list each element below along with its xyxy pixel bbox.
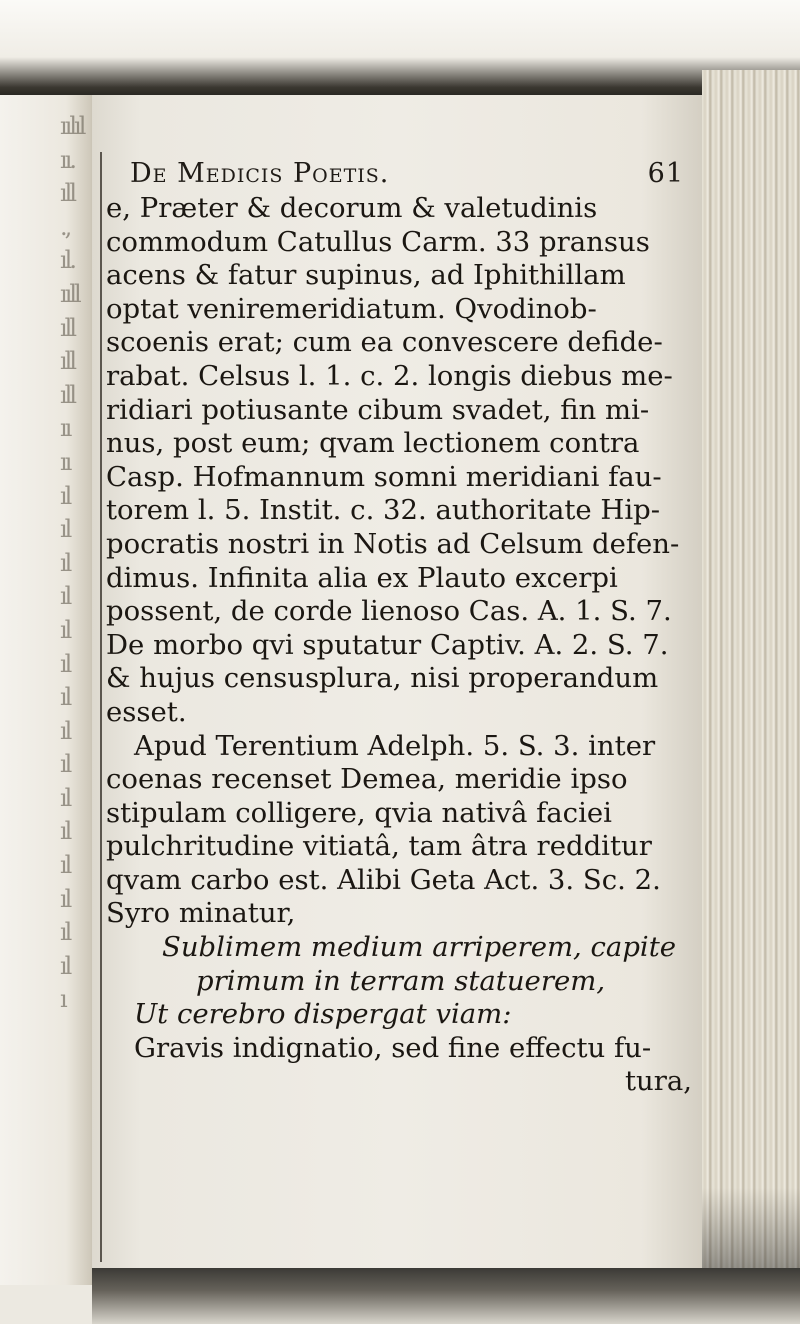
text-line: acens & fatur supinus, ad Iphithillam xyxy=(106,259,626,292)
text-line: e, Præter & decorum & valetudinis xyxy=(106,192,598,224)
text-line: tura, xyxy=(624,1065,692,1098)
running-head xyxy=(130,158,690,192)
bottom-shadow xyxy=(92,1268,800,1324)
text-line: Gravis indignatio, sed fine effectu fu- xyxy=(134,1031,652,1064)
text-line: esset. xyxy=(106,695,187,728)
text-line: Apud Terentium Adelph. 5. S. 3. inter xyxy=(134,729,656,762)
text-line: & hujus censusplura, nisi properandum xyxy=(106,662,659,695)
text-line: possent, de corde lienoso Cas. A. 1. S. 7. xyxy=(106,595,672,628)
text-line: stipulam colligere, qvia nativâ faciei xyxy=(106,796,612,829)
text-line: Casp. Hofmannum somni meridiani fau- xyxy=(106,460,662,493)
text-line: coenas recenset Demea, meridie ipso xyxy=(106,763,628,796)
running-head-title: De Medicis Poetis. xyxy=(130,158,390,189)
top-margin xyxy=(0,0,800,95)
text-line: rabat. Celsus l. 1. c. 2. longis diebus me- xyxy=(106,359,673,392)
text-line: commodum Catullus Carm. 33 pransus xyxy=(106,225,650,258)
text-line: qvam carbo est. Alibi Geta Act. 3. Sc. 2. xyxy=(106,863,661,896)
text-line: Sublimem medium arriperem, capite xyxy=(162,931,677,964)
text-line: optat veniremeridiatum. Qvodinob- xyxy=(106,292,597,325)
text-line: torem l. 5. Instit. c. 32. authoritate Hip- xyxy=(106,494,661,527)
page-edge-stack xyxy=(702,70,800,1285)
text-line: Ut cerebro dispergat viam: xyxy=(134,998,512,1031)
text-line: scoenis erat; cum ea convescere defide- xyxy=(106,326,663,359)
text-line: ridiari potiusante cibum svadet, fin mi- xyxy=(106,393,650,426)
text-line: dimus. Infinita alia ex Plauto excerpi xyxy=(106,561,618,594)
text-line: pulchritudine vitiatâ, tam âtra redditur xyxy=(106,830,652,863)
margin-rule xyxy=(100,152,102,1262)
page-number: 61 xyxy=(647,158,684,189)
gutter-bleedthrough: ıılıl ıı. ıll ., ıl. ııll ıll ıll ıll ıı ıı ıl ıl ıl ıl ıl ıl ıl ıl ıl ıl ıl ıl ıl ıl ıl ı xyxy=(60,112,84,1014)
text-line: De morbo qvi sputatur Captiv. A. 2. S. 7. xyxy=(106,628,669,661)
text-line: primum in terram statuerem, xyxy=(196,964,606,997)
text-line: pocratis nostri in Notis ad Celsum defen- xyxy=(106,527,680,560)
body-text xyxy=(106,192,706,1099)
text-line: Syro minatur, xyxy=(106,897,296,930)
text-line: nus, post eum; qvam lectionem contra xyxy=(106,427,640,460)
